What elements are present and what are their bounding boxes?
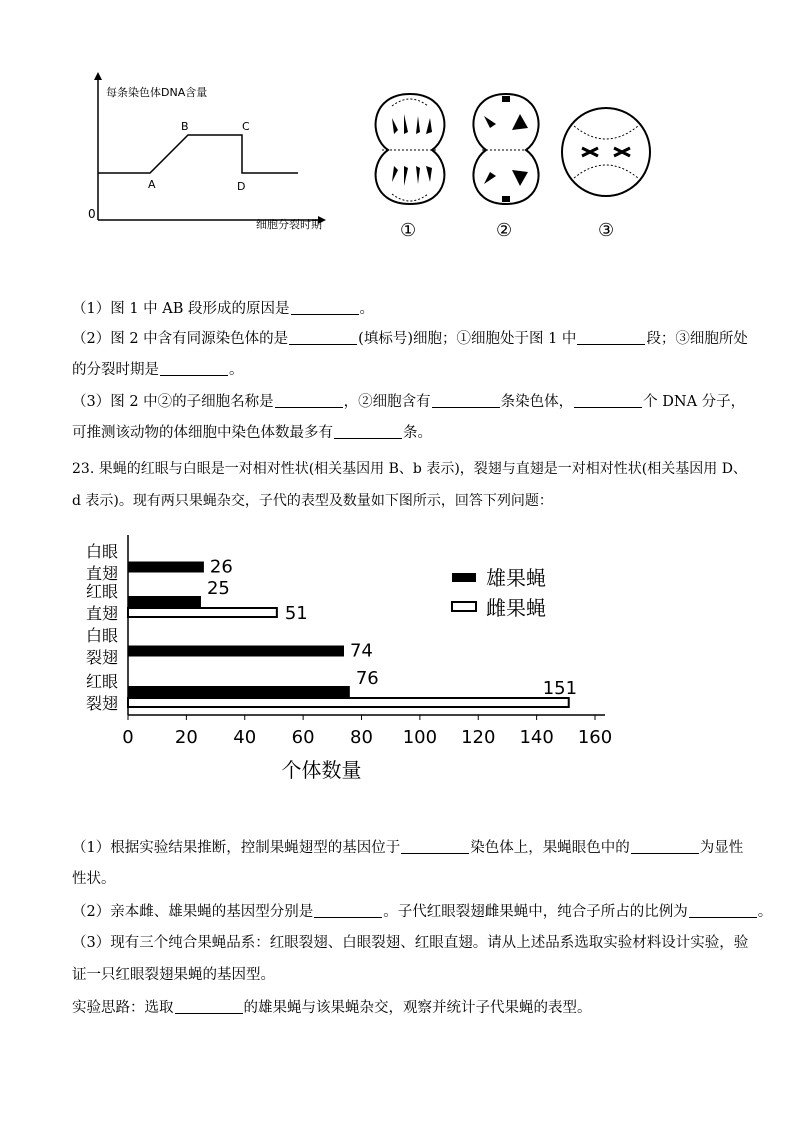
- male-bar: [128, 562, 204, 573]
- q22-part3-cont: 可推测该动物的体细胞中染色体数最多有 条。: [72, 425, 432, 441]
- legend-swatch-female: [452, 602, 476, 611]
- q23-intro: 23. 果蝇的红眼与白眼是一对相对性状(相关基因用 B、b 表示)，裂翅与直翅是一对相对性状(相关基因用 D、: [72, 461, 747, 477]
- cell-2: [473, 94, 538, 204]
- point-b-label: B: [181, 120, 189, 133]
- answer-blank[interactable]: [175, 999, 243, 1014]
- legend-swatch-male: [452, 573, 476, 582]
- male-bar: [128, 646, 344, 657]
- q23-part4: 实验思路：选取 的雄果蝇与该果蝇杂交，观察并统计子代果蝇的表型。: [72, 1000, 592, 1016]
- figure1-ylabel: 每条染色体DNA含量: [106, 86, 208, 99]
- answer-blank[interactable]: [401, 839, 469, 854]
- point-d-label: D: [237, 180, 246, 193]
- q23-part2: （2）亲本雌、雄果蝇的基因型分别是 。子代红眼裂翅雌果蝇中，纯合子所占的比例为 。: [72, 904, 773, 920]
- point-c-label: C: [242, 120, 250, 133]
- x-tick-label: 160: [577, 727, 613, 748]
- cell-1: [376, 94, 445, 204]
- legend-label-female: 雌果蝇: [486, 596, 546, 620]
- point-a-label: A: [148, 178, 156, 191]
- category-label: 白眼: [86, 626, 119, 645]
- q22-part1: （1）图 1 中 AB 段形成的原因是 。: [72, 301, 375, 317]
- cell-2-label: ②: [496, 220, 513, 241]
- female-value-label: 151: [542, 678, 578, 699]
- female-bar: [128, 608, 277, 617]
- answer-blank[interactable]: [289, 330, 357, 345]
- cell-3-label: ③: [598, 220, 615, 241]
- category-label: 红眼: [86, 582, 119, 601]
- answer-blank[interactable]: [689, 903, 757, 918]
- q23-part1-cont: 性状。: [72, 871, 116, 887]
- cell-3: [562, 108, 650, 196]
- category-label: 裂翅: [86, 694, 119, 713]
- x-tick-label: 0: [122, 727, 134, 748]
- q23-intro-cont: d 表示)。现有两只果蝇杂交，子代的表型及数量如下图所示，回答下列问题：: [72, 493, 553, 509]
- x-tick-label: 40: [233, 727, 257, 748]
- answer-blank[interactable]: [160, 361, 228, 376]
- x-tick-label: 80: [350, 727, 373, 748]
- answer-blank[interactable]: [577, 330, 645, 345]
- answer-blank[interactable]: [574, 393, 642, 408]
- x-tick-label: 20: [174, 727, 198, 748]
- x-tick-label: 140: [519, 727, 554, 748]
- answer-blank[interactable]: [314, 903, 382, 918]
- male-value-label: 26: [209, 556, 233, 578]
- female-bar: [128, 698, 569, 707]
- figure1-xlabel: 细胞分裂时期: [256, 218, 322, 231]
- figure1-graph: [80, 70, 340, 235]
- x-tick-label: 120: [461, 727, 496, 748]
- answer-blank[interactable]: [275, 393, 343, 408]
- female-value-label: 51: [284, 603, 308, 624]
- answer-blank[interactable]: [631, 839, 699, 854]
- male-bar: [128, 686, 350, 697]
- male-value-label: 74: [349, 640, 373, 662]
- q23-part3: （3）现有三个纯合果蝇品系：红眼裂翅、白眼裂翅、红眼直翅。请从上述品系选取实验材料设计实验，验: [72, 935, 749, 951]
- cell-1-label: ①: [400, 220, 417, 241]
- answer-blank[interactable]: [334, 424, 402, 439]
- figure1-origin: 0: [88, 207, 96, 221]
- category-label: 白眼: [86, 542, 119, 561]
- category-label: 直翅: [86, 564, 119, 583]
- answer-blank[interactable]: [291, 300, 359, 315]
- x-tick-label: 60: [291, 727, 315, 748]
- answer-blank[interactable]: [432, 393, 500, 408]
- figure2-cells: [360, 86, 660, 246]
- category-label: 裂翅: [86, 648, 119, 667]
- q22-part2: （2）图 2 中含有同源染色体的是 (填标号)细胞；①细胞处于图 1 中 段；③细胞所处: [72, 331, 748, 347]
- category-label: 红眼: [86, 672, 119, 691]
- q23-part1: （1）根据实验结果推断，控制果蝇翅型的基因位于 染色体上，果蝇眼色中的 为显性: [72, 840, 744, 856]
- x-tick-label: 100: [402, 727, 438, 748]
- q22-part2-cont: 的分裂时期是 。: [72, 362, 244, 378]
- x-axis-label: 个体数量: [281, 758, 362, 782]
- q22-part3: （3）图 2 中②的子细胞名称是 ，②细胞含有 条染色体， 个 DNA 分子，: [72, 394, 746, 410]
- male-value-label: 25: [206, 578, 230, 599]
- bar-chart: [80, 535, 640, 795]
- category-label: 直翅: [86, 604, 119, 623]
- male-value-label: 76: [355, 668, 379, 689]
- legend-label-male: 雄果蝇: [486, 566, 546, 590]
- male-bar: [128, 596, 201, 607]
- q23-part3-cont: 证一只红眼裂翅果蝇的基因型。: [72, 967, 275, 983]
